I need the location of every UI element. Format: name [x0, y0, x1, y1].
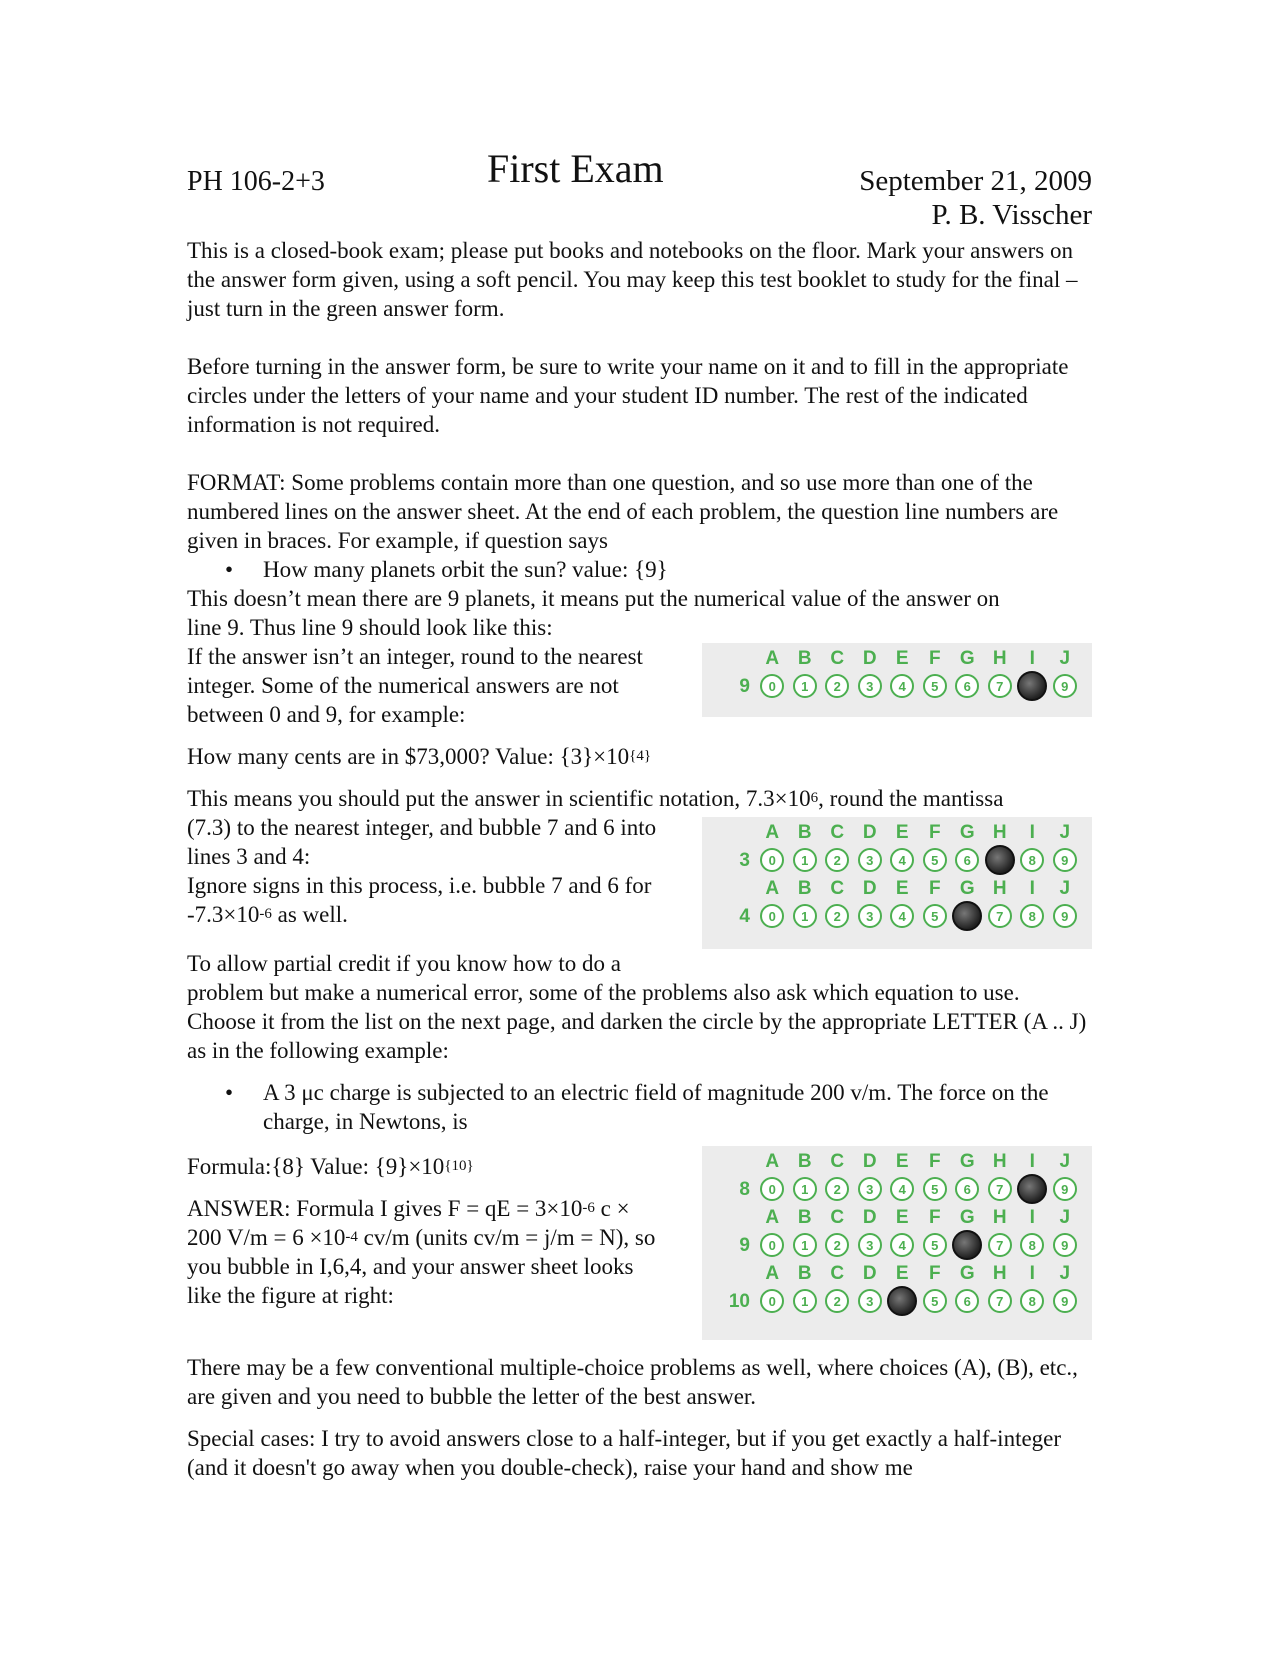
filled-bubble: [952, 901, 982, 931]
column-letter: E: [895, 1207, 909, 1228]
bubble: 7: [988, 1233, 1012, 1257]
line-number: 3: [739, 849, 750, 871]
bubble: 5: [923, 1289, 947, 1313]
bubble: 8: [1020, 848, 1044, 872]
bullet-example-force: • A 3 μc charge is subjected to an electric field of magnitude 200 v/m. The force on the charge, in Newtons, is: [225, 1080, 1049, 1134]
line-number: 4: [739, 905, 750, 927]
column-letter: H: [992, 648, 1007, 669]
line9-text: line 9. Thus line 9 should look like this:: [187, 615, 553, 640]
column-letter: H: [992, 1263, 1007, 1284]
column-letter: D: [862, 1207, 877, 1228]
column-letter: B: [797, 822, 812, 843]
bubble: 9: [1053, 904, 1077, 928]
column-letter: J: [1059, 878, 1071, 899]
bubble: 2: [825, 904, 849, 928]
bubble: 3: [858, 848, 882, 872]
answer-line: [710, 821, 1084, 877]
bullet-example-planets: • How many planets orbit the sun? value: {9}: [225, 557, 668, 582]
scientific-notation-line: This means you should put the answer in scientific notation, $7.3\times 10^6$, round the mantissa: [187, 786, 1004, 811]
exam-date: September 21, 2009: [859, 165, 1092, 197]
column-letter: I: [1029, 648, 1035, 669]
column-letter: D: [862, 1263, 877, 1284]
bubble: 7: [988, 1177, 1012, 1201]
column-letter: A: [765, 1263, 780, 1284]
column-letter: A: [765, 1151, 780, 1172]
bubble: 0: [760, 1177, 784, 1201]
column-letter: D: [862, 648, 877, 669]
column-letter: B: [797, 648, 812, 669]
formula-value-line: Formula:{8} Value: $\{9\}\times 10^{\{10\}}$: [187, 1154, 474, 1179]
letter-header: [710, 1206, 1084, 1228]
column-letter: A: [765, 878, 780, 899]
column-letter: J: [1059, 1207, 1071, 1228]
column-letter: A: [765, 1207, 780, 1228]
column-letter: D: [862, 822, 877, 843]
filled-bubble: [1017, 1174, 1047, 1204]
column-letter: C: [830, 648, 845, 669]
bubble: 6: [955, 1177, 979, 1201]
column-letter: H: [992, 1151, 1007, 1172]
bubble: 6: [955, 1289, 979, 1313]
exam-page: [187, 146, 1092, 1482]
column-letter: C: [830, 878, 845, 899]
column-letter: J: [1059, 1263, 1071, 1284]
bubble: 2: [825, 1289, 849, 1313]
bubble: 1: [793, 904, 817, 928]
ignore-signs-text: Ignore signs in this process, i.e. bubble 7 and 6 for $-7.3\times 10^{-6}$ as well.: [187, 873, 652, 927]
bubble: 1: [793, 848, 817, 872]
bubble: 1: [793, 1233, 817, 1257]
bubble: 2: [825, 674, 849, 698]
column-letter: C: [830, 822, 845, 843]
intro-paragraph-2: Before turning in the answer form, be sure to write your name on it and to fill in the appropriate circles under the letters of your name and your student ID number. The rest of the indicated information is not required.: [187, 354, 1069, 437]
column-letter: A: [765, 648, 780, 669]
answer-line: [710, 1150, 1084, 1206]
column-letter: J: [1059, 822, 1071, 843]
column-letter: E: [895, 1263, 909, 1284]
bubble: 5: [923, 904, 947, 928]
answer-line: [710, 1206, 1084, 1262]
special-cases-text: Special cases: I try to avoid answers close to a half-integer, but if you get exactly a half-integer (and it doesn't go away when you double-check), raise your hand and show me: [187, 1426, 1062, 1480]
bubble: 9: [1053, 674, 1077, 698]
bubble: 3: [858, 1233, 882, 1257]
column-letter: B: [797, 878, 812, 899]
bubble: 8: [1020, 1289, 1044, 1313]
bubble: 8: [1020, 904, 1044, 928]
answer-line: [710, 1262, 1084, 1318]
multiple-choice-text: There may be a few conventional multiple-choice problems as well, where choices (A), (B), etc., are given and you need to bubble the letter of the best answer.: [187, 1355, 1078, 1409]
bubble: 2: [825, 1233, 849, 1257]
lines34-example-row: [187, 813, 1092, 949]
formula-example-row: [187, 1136, 1092, 1340]
line9-example-row: [187, 613, 1092, 729]
bubble: 2: [825, 848, 849, 872]
answer-sheet-line9: [702, 643, 1092, 717]
answer-line: [710, 647, 1084, 703]
column-letter: I: [1029, 822, 1035, 843]
bubble: 7: [988, 674, 1012, 698]
filled-bubble: [887, 1286, 917, 1316]
bubble: 9: [1053, 1233, 1077, 1257]
column-letter: I: [1029, 1263, 1035, 1284]
bubble: 7: [988, 1289, 1012, 1313]
line-number: 8: [739, 1178, 750, 1200]
column-letter: G: [959, 1263, 975, 1284]
bubble: 0: [760, 904, 784, 928]
filled-bubble: [1017, 671, 1047, 701]
bubble: 6: [955, 674, 979, 698]
column-letter: C: [830, 1263, 845, 1284]
answer-line: [710, 877, 1084, 933]
column-letter: G: [959, 1207, 975, 1228]
column-letter: I: [1029, 1151, 1035, 1172]
column-letter: B: [797, 1263, 812, 1284]
column-letter: B: [797, 1151, 812, 1172]
exam-author: P. B. Visscher: [931, 199, 1092, 231]
column-letter: D: [862, 878, 877, 899]
bubble: 9: [1053, 848, 1077, 872]
answer-sheet-lines-8-9-10: [702, 1146, 1092, 1340]
column-letter: G: [959, 822, 975, 843]
column-letter: G: [959, 878, 975, 899]
column-letter: F: [928, 1263, 941, 1284]
column-letter: E: [895, 878, 909, 899]
partial-credit-line: To allow partial credit if you know how to do a: [187, 951, 622, 976]
mantissa-text: (7.3) to the nearest integer, and bubble 7 and 6 into lines 3 and 4:: [187, 815, 657, 869]
bubble: 2: [825, 1177, 849, 1201]
rounding-text: If the answer isn’t an integer, round to the nearest integer. Some of the numerical answers are not between 0 and 9, for example:: [187, 644, 643, 727]
letter-header: [710, 647, 1084, 669]
answer-sheet-lines-3-4: [702, 817, 1092, 949]
bubble: 5: [923, 1233, 947, 1257]
bubble: 3: [858, 1177, 882, 1201]
line-number: 9: [739, 675, 750, 697]
bubble: 9: [1053, 1177, 1077, 1201]
column-letter: E: [895, 1151, 909, 1172]
explain-line: This doesn’t mean there are 9 planets, it means put the numerical value of the answer on: [187, 586, 1000, 611]
bubble: 4: [890, 848, 914, 872]
bubble: 0: [760, 674, 784, 698]
column-letter: E: [895, 822, 909, 843]
bubble: 9: [1053, 1289, 1077, 1313]
column-letter: G: [959, 648, 975, 669]
bubble: 6: [955, 848, 979, 872]
column-letter: F: [928, 878, 941, 899]
bubble: 5: [923, 848, 947, 872]
answer-explanation: ANSWER: Formula I gives F = qE = $3\times 10^{-6}$ c × 200 $V/m = 6 \times 10^{-4}$ cv/m (units cv/m = j/m = N), so you bubble in I,6,4, and your answer sheet looks like the figure at right:: [187, 1196, 656, 1308]
column-letter: J: [1059, 1151, 1071, 1172]
filled-bubble: [952, 1230, 982, 1260]
column-letter: H: [992, 822, 1007, 843]
bubble: 5: [923, 1177, 947, 1201]
column-letter: J: [1059, 648, 1071, 669]
line-number: 9: [739, 1234, 750, 1256]
letter-header: [710, 821, 1084, 843]
column-letter: H: [992, 1207, 1007, 1228]
line-number: 10: [728, 1290, 750, 1312]
bubble: 1: [793, 1177, 817, 1201]
bubble: 8: [1020, 1233, 1044, 1257]
column-letter: D: [862, 1151, 877, 1172]
bubble: 1: [793, 1289, 817, 1313]
bubble: 0: [760, 848, 784, 872]
exam-title: First Exam: [487, 146, 664, 191]
column-letter: F: [928, 1151, 941, 1172]
bubble: 4: [890, 1233, 914, 1257]
format-paragraph: FORMAT: Some problems contain more than one question, and so use more than one of the numbered lines on the answer sheet. At the end of each problem, the question line numbers are given in braces. For example, if question says: [187, 470, 1059, 553]
partial-credit-text: problem but make a numerical error, some of the problems also ask which equation to use. Choose it from the list on the next page, and darken the circle by the appropriate LETTER (A .. J) as in the following example:: [187, 980, 1087, 1063]
bubble: 1: [793, 674, 817, 698]
bubble: 3: [858, 904, 882, 928]
column-letter: C: [830, 1207, 845, 1228]
exam-header: [187, 146, 1092, 236]
column-letter: B: [797, 1207, 812, 1228]
letter-header: [710, 877, 1084, 899]
bubble: 5: [923, 674, 947, 698]
bubble: 4: [890, 674, 914, 698]
bubble: 7: [988, 904, 1012, 928]
intro-paragraph-1: This is a closed-book exam; please put books and notebooks on the floor. Mark your answers on the answer form given, using a soft pencil. You may keep this test booklet to study for the final – just turn in the green answer form.: [187, 238, 1078, 321]
filled-bubble: [985, 845, 1015, 875]
bubble: 4: [890, 1177, 914, 1201]
course-code: PH 106-2+3: [187, 166, 325, 197]
column-letter: A: [765, 822, 780, 843]
bubble: 4: [890, 904, 914, 928]
bubble: 3: [858, 1289, 882, 1313]
column-letter: C: [830, 1151, 845, 1172]
letter-header: [710, 1150, 1084, 1172]
bubble: 3: [858, 674, 882, 698]
column-letter: I: [1029, 1207, 1035, 1228]
column-letter: I: [1029, 878, 1035, 899]
column-letter: F: [928, 648, 941, 669]
column-letter: F: [928, 822, 941, 843]
cents-question: How many cents are in $73,000? Value: $\{3\}\times 10^{\{4\}}$: [187, 744, 652, 769]
column-letter: G: [959, 1151, 975, 1172]
column-letter: F: [928, 1207, 941, 1228]
bubble: 0: [760, 1233, 784, 1257]
column-letter: E: [895, 648, 909, 669]
column-letter: H: [992, 878, 1007, 899]
bubble: 0: [760, 1289, 784, 1313]
letter-header: [710, 1262, 1084, 1284]
